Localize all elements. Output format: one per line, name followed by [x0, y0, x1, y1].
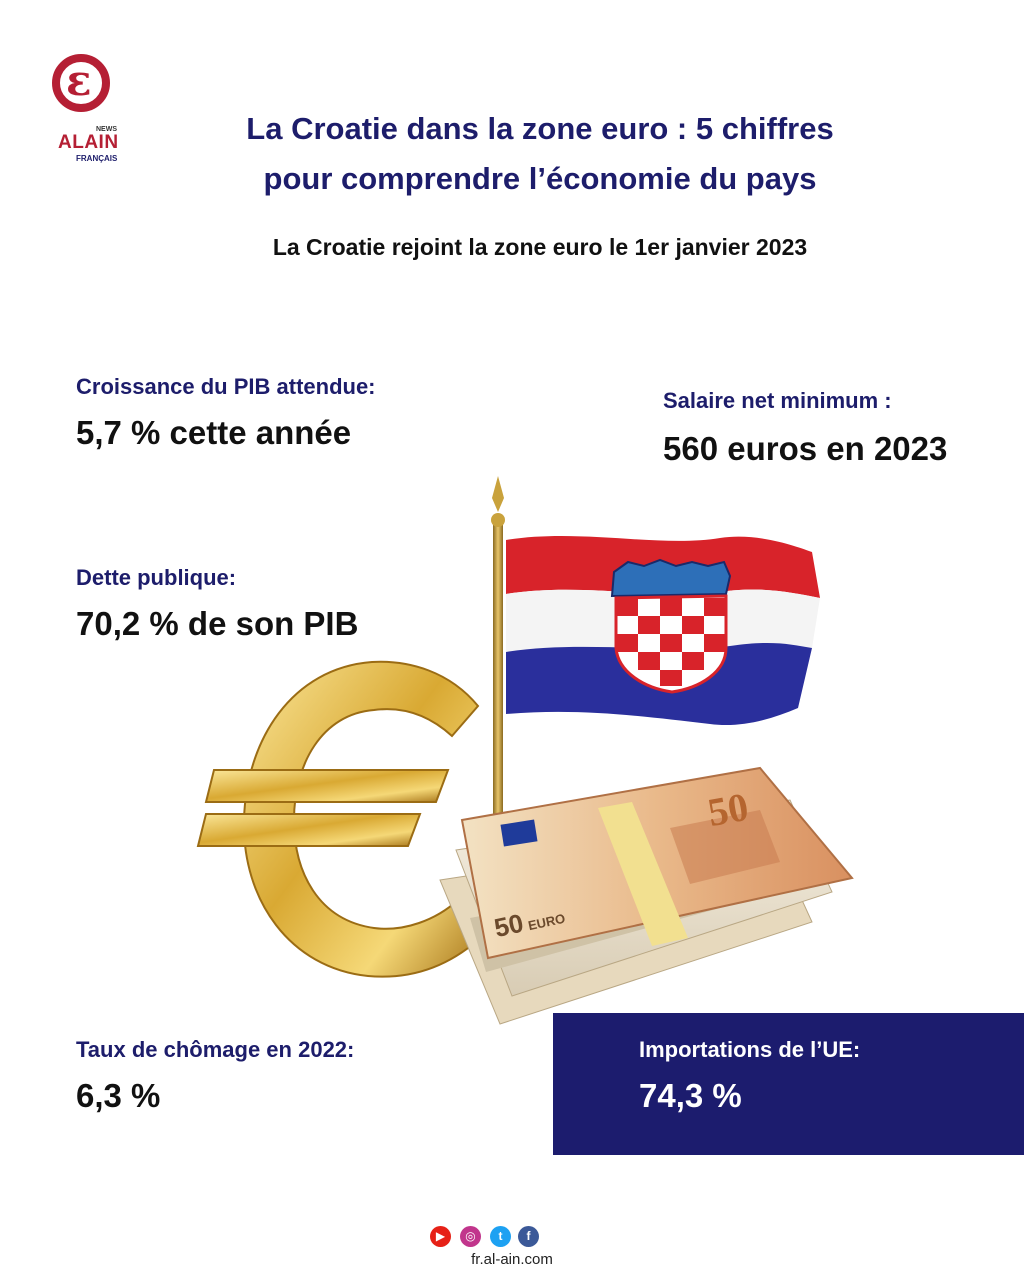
banknote-currency: EURO	[526, 910, 567, 934]
logo-mark: ɛ	[66, 56, 92, 105]
banknote-value-large: 50	[704, 783, 752, 836]
twitter-icon[interactable]: t	[490, 1226, 511, 1247]
stat-unemployment-label: Taux de chômage en 2022:	[76, 1037, 355, 1062]
stat-growth	[76, 374, 376, 452]
logo-news-text: NEWS	[96, 126, 117, 133]
title-line-1: La Croatie dans la zone euro : 5 chiffres	[246, 111, 834, 146]
euro-symbol-icon	[198, 662, 478, 977]
stat-growth-label: Croissance du PIB attendue:	[76, 374, 376, 399]
logo-language: FRANÇAIS	[76, 154, 118, 163]
stat-salary-value: 560 euros en 2023	[663, 430, 948, 467]
stat-debt	[76, 565, 358, 643]
facebook-icon[interactable]: f	[518, 1226, 539, 1247]
stat-unemployment	[76, 1037, 354, 1115]
logo-name: ALAIN	[58, 132, 119, 153]
social-links	[430, 1226, 542, 1248]
title-line-2: pour comprendre l’économie du pays	[263, 161, 817, 196]
stat-debt-label: Dette publique:	[76, 565, 237, 590]
stat-salary	[663, 388, 947, 468]
flag-pole	[491, 476, 505, 835]
croatian-flag	[506, 536, 820, 725]
youtube-icon[interactable]: ▶	[430, 1226, 451, 1247]
banknote-value: 50	[491, 907, 527, 944]
stat-imports-box	[553, 1013, 1024, 1155]
coat-of-arms-icon	[612, 560, 730, 692]
stat-imports-value: 74,3 %	[639, 1077, 742, 1114]
stat-debt-value: 70,2 % de son PIB	[76, 605, 359, 642]
stat-imports	[639, 1037, 860, 1115]
stat-growth-value: 5,7 % cette année	[76, 414, 352, 451]
instagram-icon[interactable]: ◎	[460, 1226, 481, 1247]
page-subtitle: La Croatie rejoint la zone euro le 1er janvier 2023	[272, 234, 808, 260]
website-link[interactable]: fr.al-ain.com	[471, 1251, 553, 1268]
stat-salary-label: Salaire net minimum :	[663, 388, 892, 413]
stat-unemployment-value: 6,3 %	[76, 1077, 161, 1114]
stat-imports-label: Importations de l’UE:	[639, 1037, 861, 1062]
